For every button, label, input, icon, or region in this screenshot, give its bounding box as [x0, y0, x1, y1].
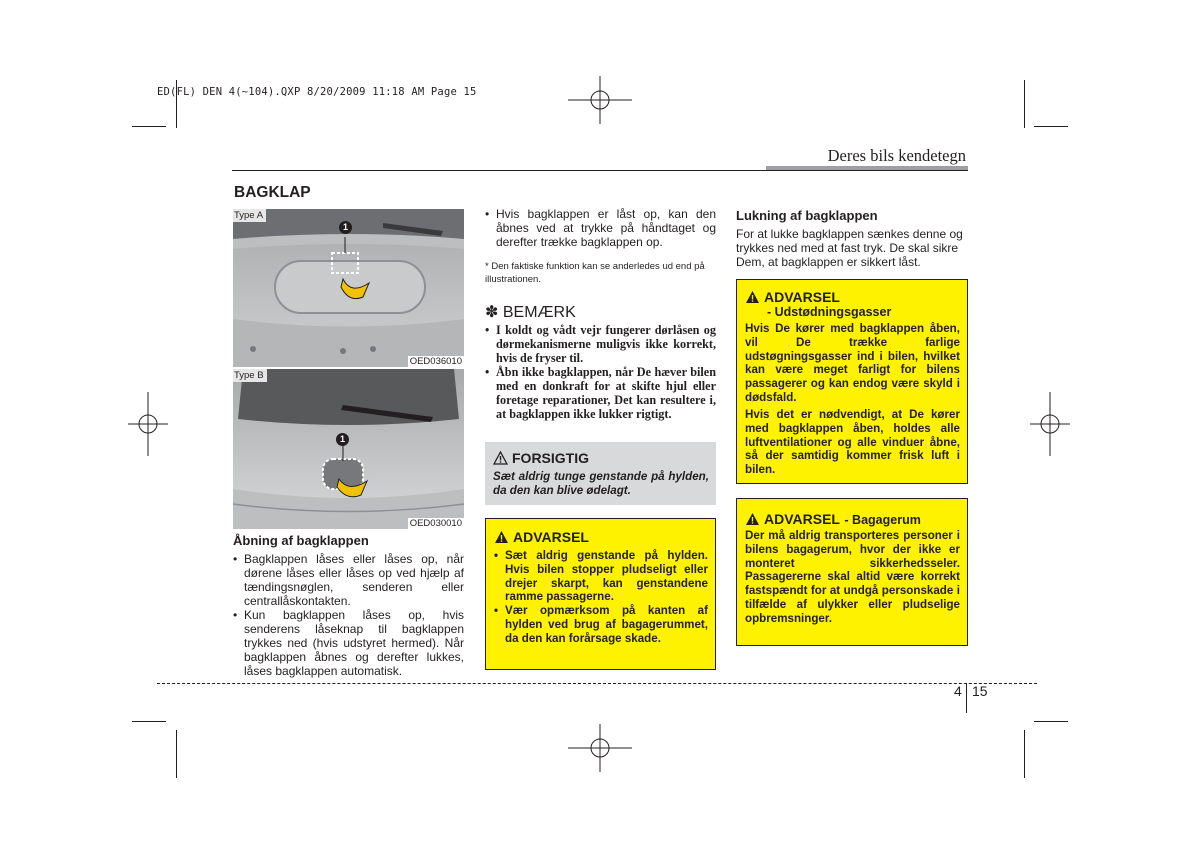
caution-text: Sæt aldrig tunge genstande på hylden, da den kan blive ødelagt. [493, 470, 709, 497]
warning-paragraph: Der må aldrig transporteres personer i bilens bagagerum, hvor der ikke er monteret sikkerhedsseler. Passagererne skal altid være korrekt fastspændt for at undgå personskade i tilfælde af ulykker eller pludselige opbremsninger. [745, 529, 960, 625]
opening-bullets-cont [485, 207, 716, 249]
caution-triangle-icon [493, 451, 508, 465]
warning-paragraph: Hvis det er nødvendigt, at De kører med bagklappen åben, holdes alle luftventilationer og alle vinduer åbne, så der samtidig kommer frisk luft i bilen. [745, 408, 960, 477]
footnote-text: * Den faktiske funktion kan se anderledes ud end på illustrationen. [485, 261, 705, 285]
crop-mark [176, 730, 177, 778]
figure-code: OED036010 [409, 356, 462, 367]
caution-heading [493, 450, 589, 468]
list-item: • Hvis bagklappen er låst op, kan den åbnes ved at trykke på håndtaget og derefter trække bagklappen op. [485, 207, 716, 249]
section-title: BAGKLAP [234, 184, 311, 201]
warning-triangle-icon [494, 530, 509, 544]
registration-mark-icon [568, 76, 632, 124]
warning-title: ADVARSEL [764, 289, 840, 305]
print-slug: ED(FL) DEN 4(~104).QXP 8/20/2009 11:18 AM Page 15 [157, 86, 477, 98]
closing-title: Lukning af bagklappen [736, 208, 878, 223]
warning-paragraph: Hvis De kører med bagklappen åben, vil De trække farlige udstøgningsgasser ind i bilen, hvilket kan være meget farligt for bilens passagerer og kan endog være skyld i dødsfald. [745, 322, 960, 404]
warning-triangle-icon [745, 290, 760, 304]
opening-title: Åbning af bagklappen [233, 533, 369, 548]
warning-subtitle: - Udstødningsgasser [767, 305, 892, 319]
crop-mark [1034, 126, 1068, 127]
crop-mark [1034, 721, 1068, 722]
warning-title: ADVARSEL [764, 511, 840, 527]
warning-heading [494, 529, 589, 547]
chapter-number: 4 [954, 683, 962, 699]
figure-type-label: Type A [233, 209, 266, 222]
footnote [485, 260, 716, 286]
note-heading [485, 302, 576, 322]
list-item: • Åbn ikke bagklappen, når De hæver bilen med en donkraft for at skifte hjul eller foretage reparationer, Det kan resultere i, at bagklappen ikke lukker rigtigt. [485, 365, 716, 421]
list-item: • I koldt og vådt vejr fungerer dørlåsen og dørmekanismerne muligvis ikke korrekt, hvis de fryser til. [485, 323, 716, 365]
list-item: • Kun bagklappen låses op, hvis senderens låseknap til bagklappen trykkes ned (hvis udstyret hermed). Når bagklappen åbnes og derefter lukkes, låses bagklappen automatisk. [233, 608, 464, 678]
crop-mark [132, 126, 166, 127]
note-symbol: ✽ [485, 304, 499, 321]
figure-type-label: Type B [233, 369, 267, 382]
warning-bullets [494, 549, 708, 646]
crop-mark [1024, 80, 1025, 128]
warning-subtitle: - Bagagerum [844, 513, 921, 527]
crop-mark [132, 721, 166, 722]
tailgate-type-b-illustration [233, 369, 464, 529]
page-number: 15 [972, 683, 988, 699]
header-rule [232, 170, 968, 171]
page-number-separator [966, 683, 967, 713]
warning-triangle-icon [745, 512, 760, 526]
caution-title: FORSIGTIG [512, 450, 589, 466]
closing-text: For at lukke bagklappen sænkes denne og trykkes ned med at fast tryk. De skal sikre Dem, at bagklappen er sikkert låst. [736, 227, 963, 269]
note-bullets [485, 323, 716, 421]
crop-mark [1024, 730, 1025, 778]
warning-box-exhaust [736, 279, 968, 484]
note-title: BEMÆRK [502, 304, 576, 321]
warning-title: ADVARSEL [513, 529, 589, 545]
opening-bullets [233, 552, 464, 678]
page-header-title: Deres bils kendetegn [827, 146, 966, 165]
list-item: • Bagklappen låses eller låses op, når dørene låses eller låses op ved hjælp af tændingsnøglen, senderen eller centrallåskontakten. [233, 552, 464, 608]
warning-box-luggage [736, 498, 968, 646]
figure-type-a [233, 209, 464, 367]
caution-box [485, 442, 716, 505]
figure-code: OED030010 [409, 518, 462, 529]
warning-box-shelf [485, 518, 716, 670]
registration-mark-icon [1030, 392, 1070, 456]
registration-mark-icon [128, 392, 168, 456]
figure-type-b [233, 369, 464, 529]
footer-rule [157, 683, 1037, 684]
warning-heading [745, 511, 921, 529]
registration-mark-icon [568, 724, 632, 772]
list-item: • Sæt aldrig genstande på hylden. Hvis bilen stopper pludseligt eller drejer skarpt, kan genstandene ramme passagerne. [494, 549, 708, 604]
callout-number: 1 [339, 221, 352, 234]
callout-number: 1 [336, 433, 349, 446]
list-item: • Vær opmærksom på kanten af hylden ved brug af bagagerummet, da den kan forårsage skade. [494, 604, 708, 645]
